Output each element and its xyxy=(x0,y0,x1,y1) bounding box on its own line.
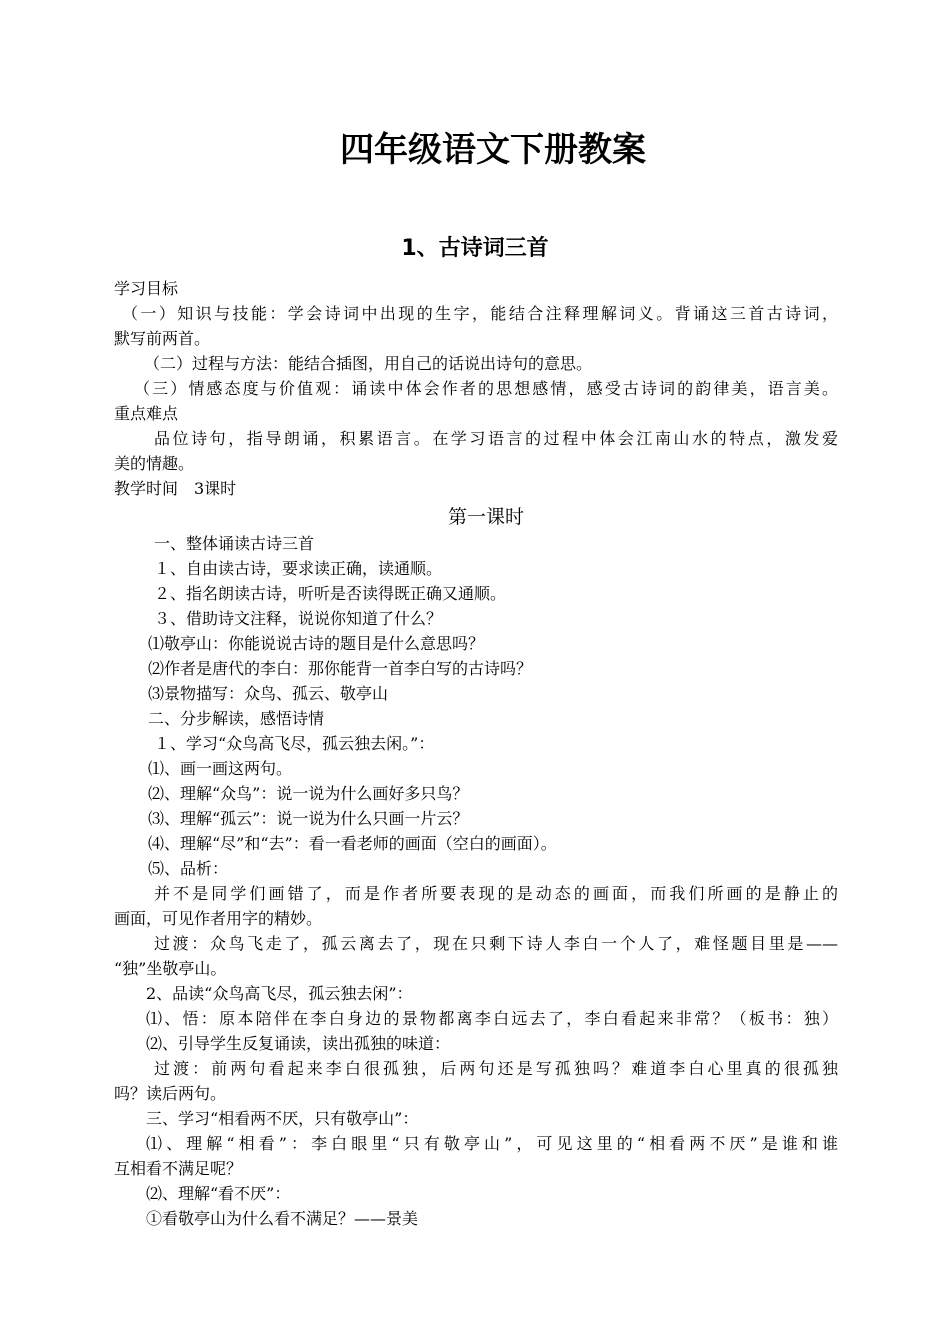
section-heading: 第一课时 xyxy=(447,506,524,528)
text-line: 品位诗句，指导朗诵，积累语言。在学习语言的过程中体会江南山水的特点，激发爱 xyxy=(154,429,838,448)
text-line: 重点难点 xyxy=(114,404,179,423)
text-line: 互相看不满足呢？ xyxy=(114,1159,243,1178)
text-line: ⑵作者是唐代的李白：那你能背一首李白写的古诗吗？ xyxy=(148,659,533,678)
text-line: 吗？读后两句。 xyxy=(114,1084,227,1103)
text-line: ①看敬亭山为什么看不满足？——景美 xyxy=(146,1209,419,1228)
text-line: １、自由读古诗，要求读正确，读通顺。 xyxy=(154,559,443,578)
text-line: ⑶景物描写：众鸟、孤云、敬亭山 xyxy=(148,684,389,703)
text-line: １、学习“众鸟高飞尽，孤云独去闲。”： xyxy=(154,734,435,753)
text-line: （一）知识与技能：学会诗词中出现的生字，能结合注释理解词义。背诵这三首古诗词， xyxy=(122,304,838,323)
text-line: ⑴、画一画这两句。 xyxy=(148,759,293,778)
text-line: 2、品读“众鸟高飞尽，孤云独去闲”： xyxy=(146,984,413,1003)
text-line: 二、分步解读，感悟诗情 xyxy=(148,709,325,728)
text-line: 画面，可见作者用字的精妙。 xyxy=(114,909,323,928)
text-line: 三、学习“相看两不厌，只有敬亭山”： xyxy=(146,1109,419,1128)
text-line: 并不是同学们画错了，而是作者所要表现的是动态的画面，而我们所画的是静止的 xyxy=(154,884,838,903)
text-line: ３、借助诗文注释，说说你知道了什么？ xyxy=(154,609,443,628)
text-line: ⑵、理解“众鸟”：说一说为什么画好多只鸟？ xyxy=(148,784,469,803)
text-line: 过渡：前两句看起来李白很孤独，后两句还是写孤独吗？难道李白心里真的很孤独 xyxy=(154,1059,838,1078)
text-line: ⑸、品析： xyxy=(148,859,229,878)
text-line: 默写前两首。 xyxy=(114,329,211,348)
text-line: ⑶、理解“孤云”：说一说为什么只画一片云？ xyxy=(148,809,469,828)
text-line: “独”坐敬亭山。 xyxy=(114,959,227,978)
text-line: ⑷、理解“尽”和“去”：看一看老师的画面（空白的画面）。 xyxy=(148,834,557,853)
text-line: ⑴敬亭山：你能说说古诗的题目是什么意思吗？ xyxy=(148,634,485,653)
text-line: ⑴、理解“相看”：李白眼里“只有敬亭山”，可见这里的“相看两不厌”是谁和谁 xyxy=(146,1134,838,1153)
text-line: 学习目标 xyxy=(114,279,179,298)
text-line: ⑴、悟：原本陪伴在李白身边的景物都离李白远去了，李白看起来非常？（板书：独） xyxy=(146,1009,838,1028)
document-body xyxy=(114,276,838,1231)
text-line: （二）过程与方法：能结合插图，用自己的话说出诗句的意思。 xyxy=(144,354,593,373)
text-line: 一、整体诵读古诗三首 xyxy=(154,534,315,553)
text-line: ⑵、引导学生反复诵读，读出孤独的味道： xyxy=(146,1034,451,1053)
text-line: ２、指名朗读古诗，听听是否读得既正确又通顺。 xyxy=(154,584,507,603)
text-line: （三）情感态度与价值观：诵读中体会作者的思想感情，感受古诗词的韵律美，语言美。 xyxy=(134,379,838,398)
text-line: 过渡：众鸟飞走了，孤云离去了，现在只剩下诗人李白一个人了，难怪题目里是—— xyxy=(154,934,838,953)
document-title: 四年级语文下册教案 xyxy=(340,130,646,170)
lesson-title: 1、古诗词三首 xyxy=(401,236,549,261)
text-line: ⑵、理解“看不厌”： xyxy=(146,1184,291,1203)
text-line: 教学时间 3课时 xyxy=(114,479,237,498)
text-line: 美的情趣。 xyxy=(114,454,195,473)
